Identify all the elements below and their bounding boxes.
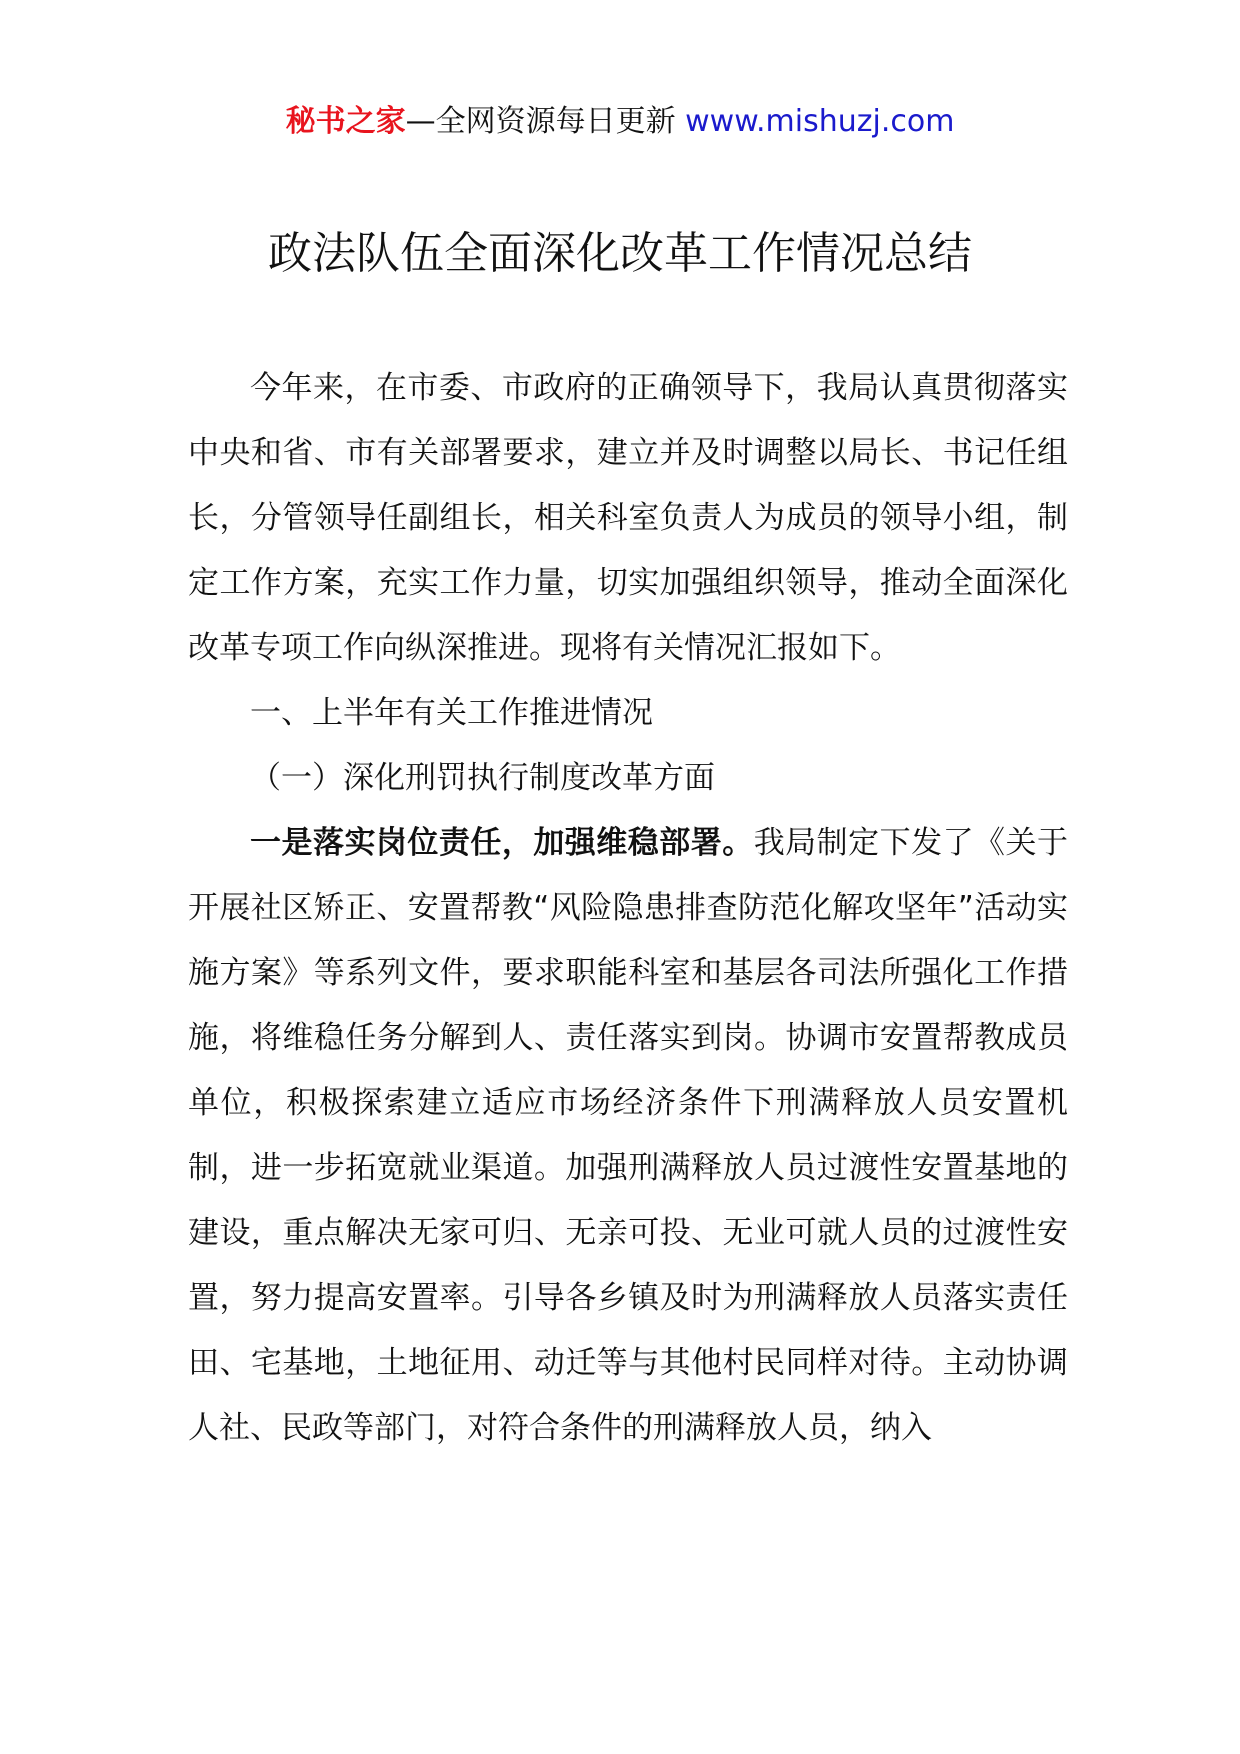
paragraph-1-lead: 一是落实岗位责任，加强维稳部署。 (250, 825, 754, 861)
document-body (188, 356, 1068, 1461)
site-header (0, 100, 1240, 144)
section-heading-1: 一、上半年有关工作推进情况 (250, 695, 653, 731)
paragraph-1 (188, 811, 1068, 1461)
intro-paragraph: 今年来，在市委、市政府的正确领导下，我局认真贯彻落实中央和省、市有关部署要求，建立并及时调整以局长、书记任组长，分管领导任副组长，相关科室负责人为成员的领导小组，制定工作方案，充实工作力量，切实加强组织领导，推动全面深化改革专项工作向纵深推进。现将有关情况汇报如下。 (188, 370, 1068, 666)
site-url-link[interactable]: www.mishuzj.com (685, 104, 955, 139)
subsection-heading-1: （一）深化刑罚执行制度改革方面 (250, 760, 715, 796)
paragraph-1-text: 我局制定下发了《关于开展社区矫正、安置帮教“风险隐患排查防范化解攻坚年”活动实施方案》等系列文件，要求职能科室和基层各司法所强化工作措施，将维稳任务分解到人、责任落实到岗。协调市安置帮教成员单位，积极探索建立适应市场经济条件下刑满释放人员安置机制，进一步拓宽就业渠道。加强刑满释放人员过渡性安置基地的建设，重点解决无家可归、无亲可投、无业可就人员的过渡性安置，努力提高安置率。引导各乡镇及时为刑满释放人员落实责任田、宅基地，土地征用、动迁等与其他村民同样对待。主动协调人社、民政等部门，对符合条件的刑满释放人员，纳入 (188, 825, 1069, 1446)
site-tagline: —全网资源每日更新 (405, 104, 686, 139)
document-title: 政法队伍全面深化改革工作情况总结 (268, 228, 972, 279)
site-brand: 秘书之家 (285, 104, 406, 139)
